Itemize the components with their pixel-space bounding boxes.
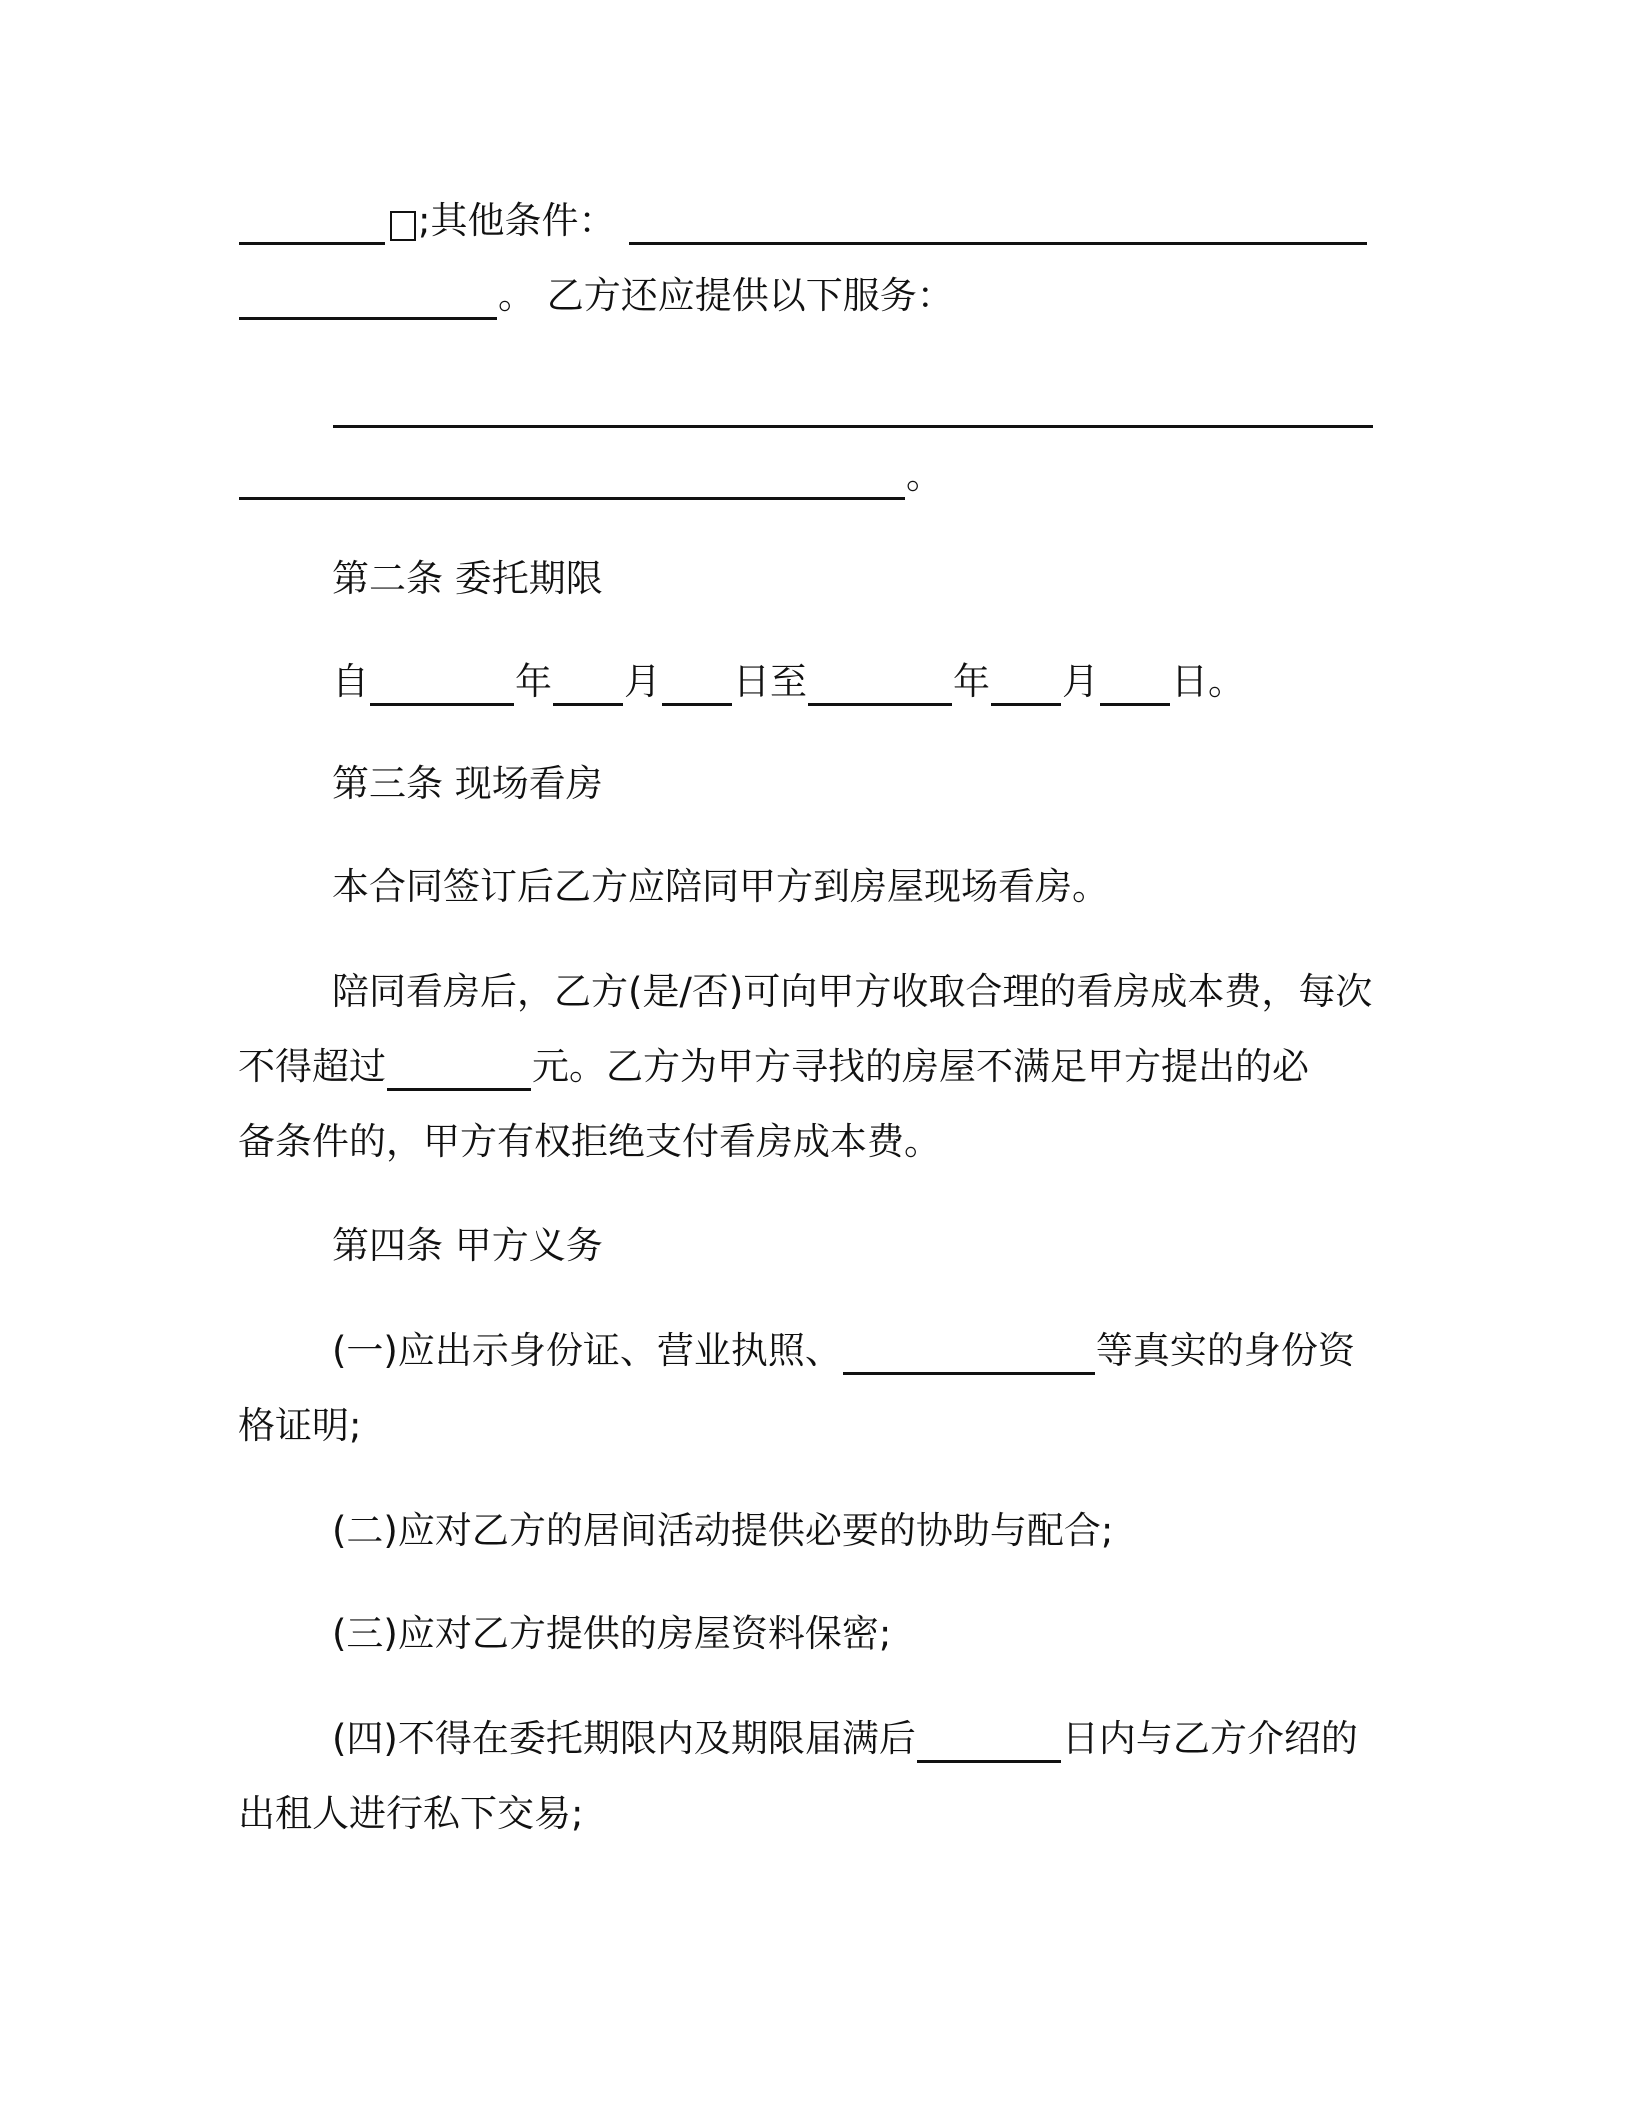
article-4-item-2: (二)应对乙方的居间活动提供必要的协助与配合;	[332, 1509, 1114, 1552]
item-1-text-cont: 等真实的身份资	[1095, 1329, 1355, 1372]
services-label: 。 乙方还应提供以下服务：	[498, 274, 954, 317]
article-4-item-1-line-1	[332, 1327, 1355, 1375]
services-line	[238, 272, 954, 320]
services-blank-line	[332, 380, 1374, 428]
year-label: 年	[515, 660, 552, 703]
fee-condition-text: 元。乙方为甲方寻找的房屋不满足甲方提出的必	[532, 1045, 1309, 1088]
item-4-text-cont: 日内与乙方介绍的	[1061, 1717, 1358, 1760]
article-3-paragraph-2-line-2	[238, 1043, 1309, 1091]
article-4-item-4-line-2: 出租人进行私下交易;	[238, 1792, 584, 1835]
start-year-field[interactable]	[370, 667, 514, 706]
fee-amount-field[interactable]	[387, 1052, 531, 1091]
services-blank-line-2	[238, 452, 943, 500]
checkbox-icon[interactable]	[390, 211, 416, 241]
article-4-item-1-line-2: 格证明;	[238, 1404, 362, 1447]
article-3-paragraph-1: 本合同签订后乙方应陪同甲方到房屋现场看房。	[332, 865, 1109, 908]
article-3-paragraph-2-line-1: 陪同看房后，乙方(是/否)可向甲方收取合理的看房成本费，每次	[332, 970, 1373, 1013]
blank-field[interactable]	[239, 281, 497, 320]
blank-field[interactable]	[333, 389, 1373, 428]
article-4-item-3: (三)应对乙方提供的房屋资料保密;	[332, 1612, 892, 1655]
article-4-title: 第四条 甲方义务	[332, 1224, 603, 1267]
year-label: 年	[953, 660, 990, 703]
other-conditions-label: ;其他条件：	[418, 199, 616, 242]
month-label: 月	[1062, 660, 1099, 703]
article-3-title: 第三条 现场看房	[332, 762, 603, 805]
end-year-field[interactable]	[808, 667, 952, 706]
term-dates-line	[332, 658, 1245, 706]
item-1-text: (一)应出示身份证、营业执照、	[332, 1329, 842, 1372]
article-3-paragraph-2-line-3: 备条件的，甲方有权拒绝支付看房成本费。	[238, 1120, 941, 1163]
days-field[interactable]	[917, 1724, 1061, 1763]
fee-limit-label: 不得超过	[238, 1045, 386, 1088]
day-to-label: 日至	[733, 660, 807, 703]
end-day-field[interactable]	[1100, 667, 1170, 706]
start-day-field[interactable]	[662, 667, 732, 706]
item-4-text: (四)不得在委托期限内及期限届满后	[332, 1717, 916, 1760]
start-month-field[interactable]	[553, 667, 623, 706]
month-label: 月	[624, 660, 661, 703]
article-4-item-4-line-1	[332, 1715, 1358, 1763]
article-2-title: 第二条 委托期限	[332, 557, 603, 600]
period-mark: 。	[906, 454, 943, 497]
day-label: 日。	[1171, 660, 1245, 703]
end-month-field[interactable]	[991, 667, 1061, 706]
blank-field[interactable]	[239, 461, 905, 500]
blank-field[interactable]	[239, 206, 385, 245]
id-document-field[interactable]	[843, 1336, 1095, 1375]
date-from-label: 自	[332, 660, 369, 703]
blank-field[interactable]	[629, 206, 1367, 245]
other-conditions-line	[238, 197, 1368, 245]
